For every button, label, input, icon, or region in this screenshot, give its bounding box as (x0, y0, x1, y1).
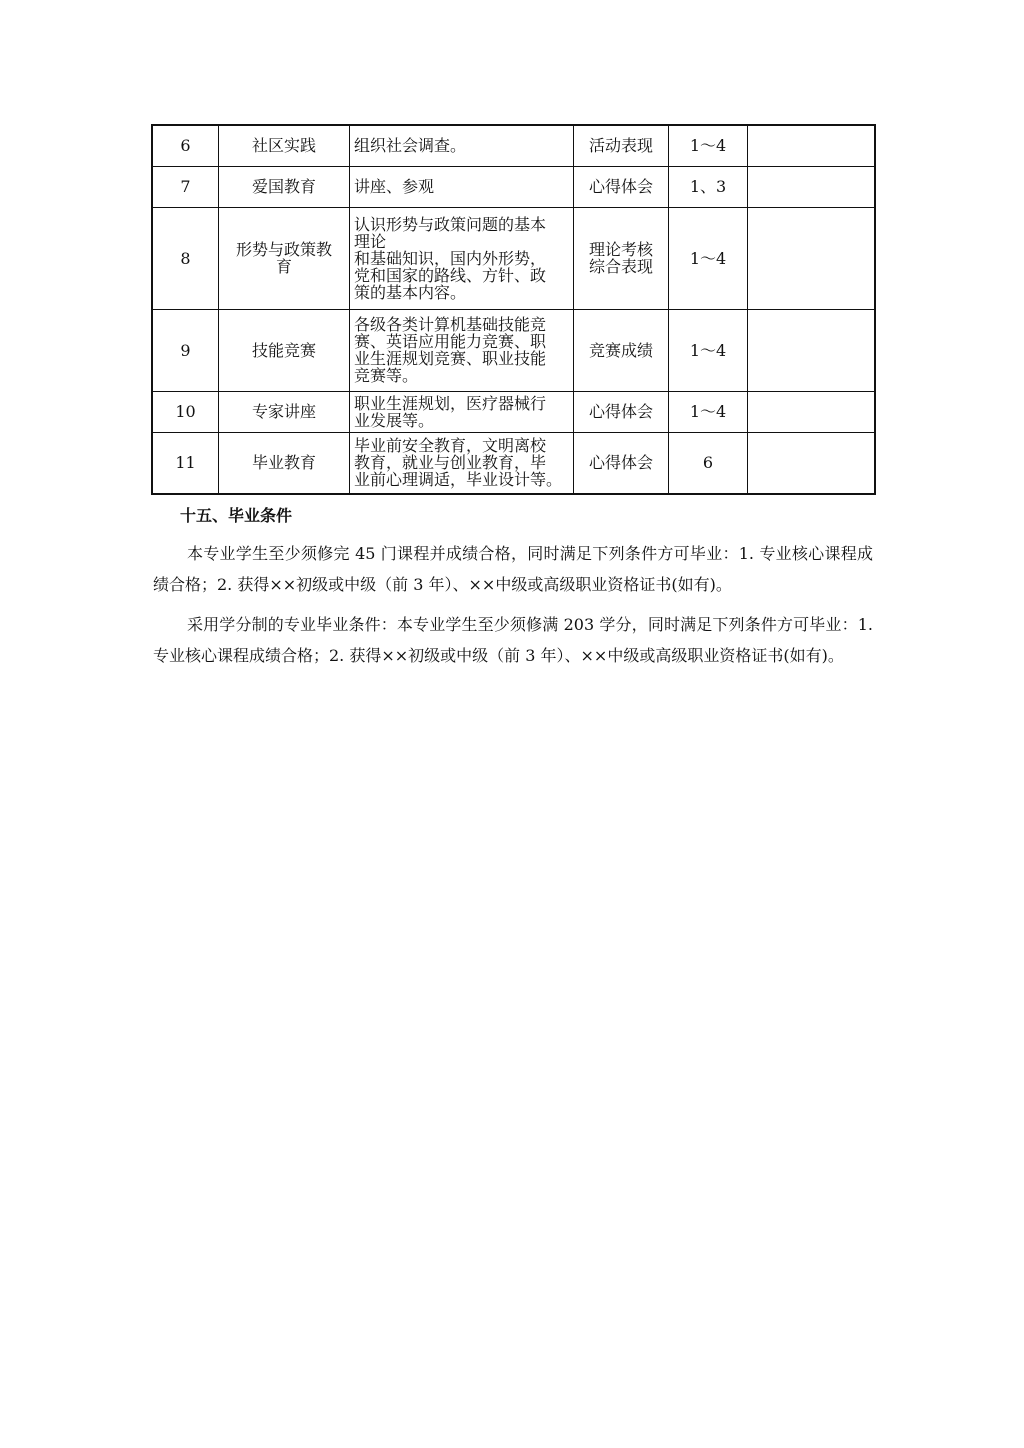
activity-name: 社区实践 (219, 125, 350, 166)
activity-name: 形势与政策教 育 (219, 207, 350, 309)
row-number: 8 (152, 207, 219, 309)
table-row (152, 391, 875, 432)
activity-name: 毕业教育 (219, 432, 350, 494)
semester: 1～4 (669, 207, 748, 309)
semester: 1～4 (669, 309, 748, 391)
remarks (748, 432, 876, 494)
activity-content: 讲座、参观 (350, 166, 574, 207)
graduation-requirements-paragraph: 本专业学生至少须修完 45 门课程并成绩合格，同时满足下列条件方可毕业：1. 专业核心课程成绩合格；2. 获得××初级或中级（前 3 年）、××中级或高级职业资格证书(如有)。 (153, 544, 873, 594)
row-number: 9 (152, 309, 219, 391)
semester: 6 (669, 432, 748, 494)
semester: 1～4 (669, 125, 748, 166)
assessment-method: 理论考核 综合表现 (574, 207, 669, 309)
semester: 1、3 (669, 166, 748, 207)
remarks (748, 391, 876, 432)
activity-name: 专家讲座 (219, 391, 350, 432)
credit-system-requirements-paragraph: 采用学分制的专业毕业条件：本专业学生至少须修满 203 学分，同时满足下列条件方可毕业：1. 专业核心课程成绩合格；2. 获得××初级或中级（前 3 年）、××中级或高级职业资格证书(如有)。 (153, 615, 873, 665)
row-number: 11 (152, 432, 219, 494)
activity-name: 爱国教育 (219, 166, 350, 207)
remarks (748, 125, 876, 166)
activity-content: 各级各类计算机基础技能竞 赛、英语应用能力竞赛、职 业生涯规划竞赛、职业技能 竞赛等。 (350, 309, 574, 391)
remarks (748, 309, 876, 391)
semester: 1～4 (669, 391, 748, 432)
row-number: 10 (152, 391, 219, 432)
table-row (152, 125, 875, 166)
activities-table-body (152, 125, 875, 494)
assessment-method: 心得体会 (574, 166, 669, 207)
section-heading: 十五、毕业条件 (180, 506, 293, 525)
row-number: 7 (152, 166, 219, 207)
table-row (152, 309, 875, 391)
remarks (748, 166, 876, 207)
activity-content: 毕业前安全教育，文明离校 教育，就业与创业教育，毕 业前心理调适，毕业设计等。 (350, 432, 574, 494)
assessment-method: 活动表现 (574, 125, 669, 166)
row-number: 6 (152, 125, 219, 166)
activities-table (151, 124, 876, 495)
remarks (748, 207, 876, 309)
table-row (152, 432, 875, 494)
assessment-method: 竞赛成绩 (574, 309, 669, 391)
activity-name: 技能竞赛 (219, 309, 350, 391)
assessment-method: 心得体会 (574, 432, 669, 494)
activity-content: 认识形势与政策问题的基本 理论 和基础知识，国内外形势， 党和国家的路线、方针、政 策的基本内容。 (350, 207, 574, 309)
table-row (152, 166, 875, 207)
assessment-method: 心得体会 (574, 391, 669, 432)
activity-content: 组织社会调查。 (350, 125, 574, 166)
table-row (152, 207, 875, 309)
activity-content: 职业生涯规划，医疗器械行 业发展等。 (350, 391, 574, 432)
